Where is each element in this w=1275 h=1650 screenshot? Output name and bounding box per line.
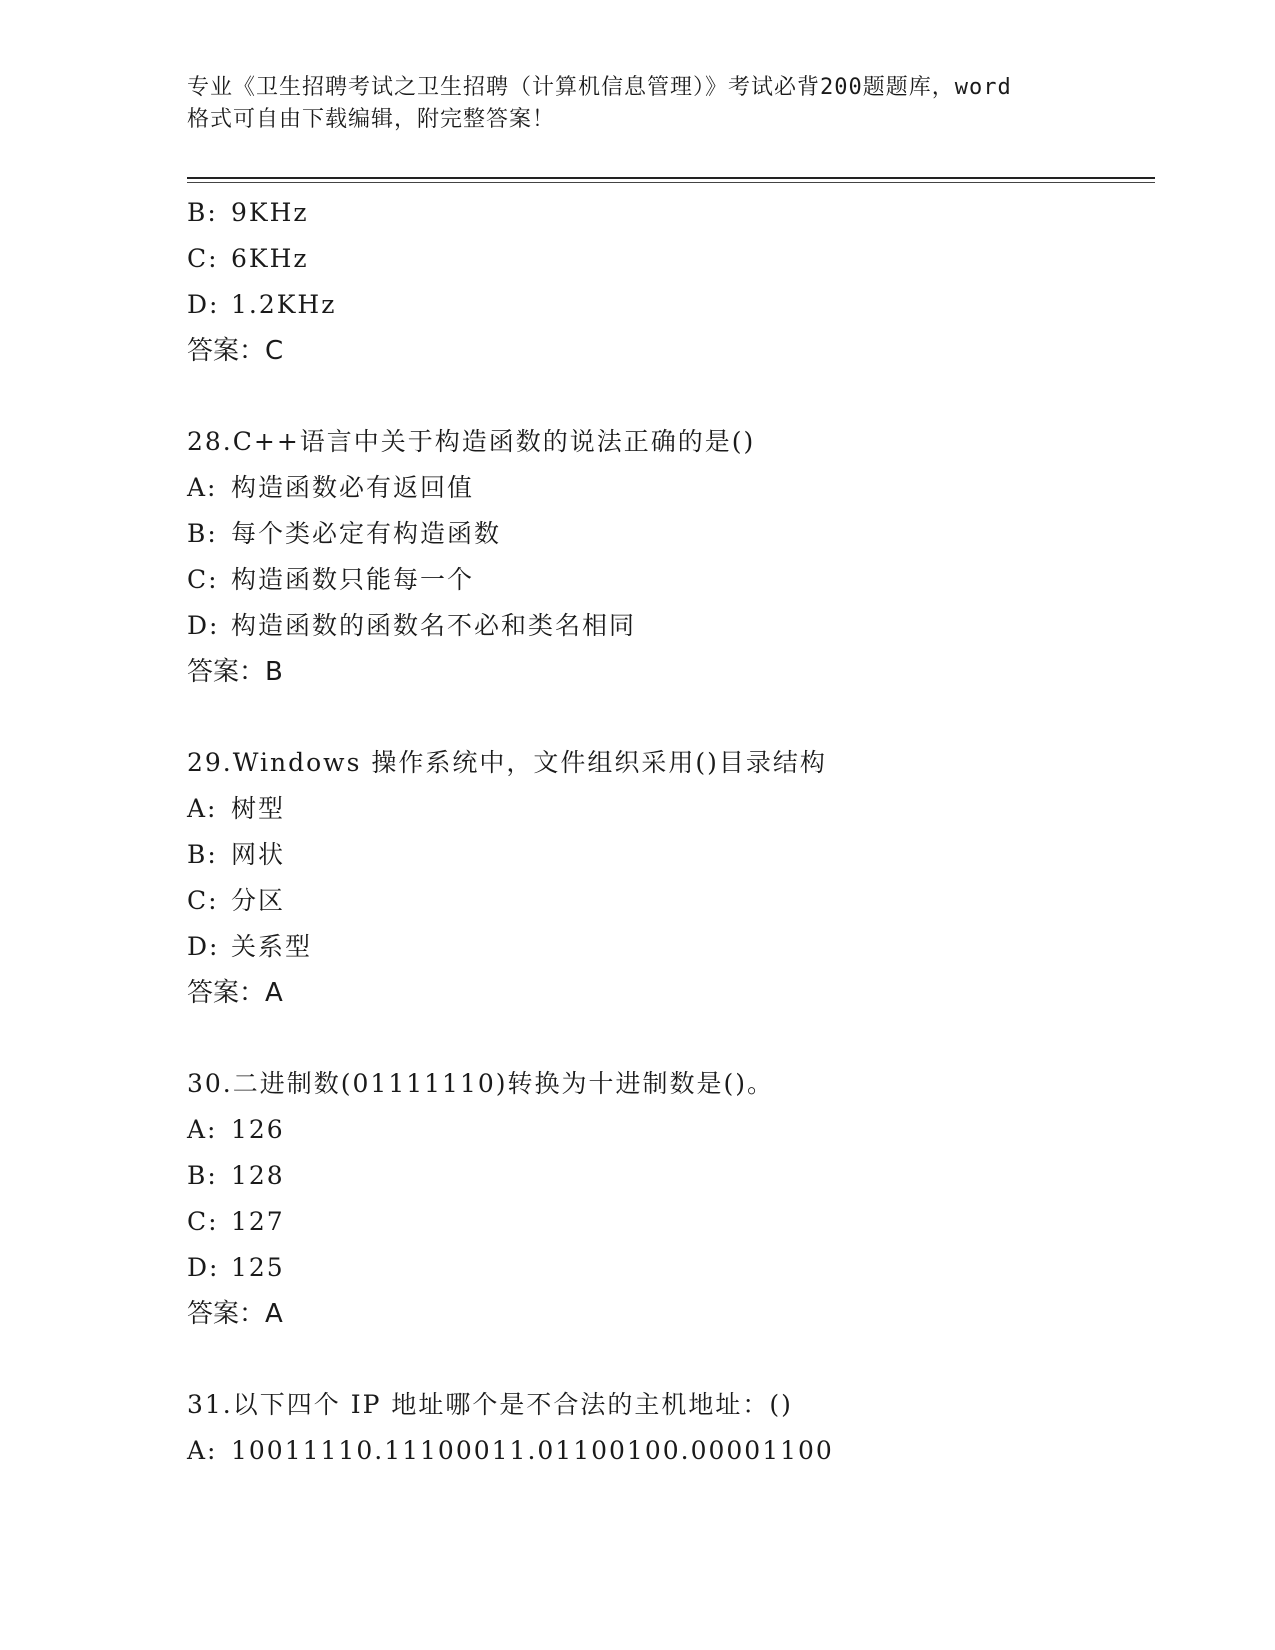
- option-text: 127: [231, 1207, 285, 1236]
- question-31: [187, 1382, 1147, 1474]
- question-title: 29.Windows 操作系统中，文件组织采用()目录结构: [187, 748, 827, 777]
- option-key: A:: [187, 794, 218, 823]
- option-text: 6KHz: [231, 244, 309, 273]
- option-b: [187, 190, 1147, 236]
- option-b: [187, 832, 1147, 878]
- option-key: A:: [187, 1115, 218, 1144]
- option-text: 125: [231, 1253, 285, 1282]
- option-text: 10011110.11100011.01100100.00001100: [231, 1436, 834, 1465]
- option-text: 分区: [231, 886, 286, 915]
- option-text: 1.2KHz: [231, 290, 337, 319]
- option-d: [187, 282, 1147, 328]
- option-b: [187, 511, 1147, 557]
- answer-line: 答案：C: [187, 336, 284, 366]
- option-text: 构造函数的函数名不必和类名相同: [231, 611, 637, 640]
- option-a: [187, 1107, 1147, 1153]
- option-key: B:: [187, 519, 218, 548]
- option-a: [187, 786, 1147, 832]
- option-key: C:: [187, 244, 219, 273]
- option-key: D:: [187, 611, 220, 640]
- option-text: 126: [231, 1115, 285, 1144]
- option-key: C:: [187, 565, 219, 594]
- option-c: [187, 878, 1147, 924]
- option-key: B:: [187, 198, 218, 227]
- option-a: [187, 465, 1147, 511]
- question-title: 31.以下四个 IP 地址哪个是不合法的主机地址：(): [187, 1390, 793, 1419]
- question-title: 30.二进制数(01111110)转换为十进制数是()。: [187, 1069, 775, 1098]
- option-b: [187, 1153, 1147, 1199]
- option-text: 网状: [231, 840, 286, 869]
- option-d: [187, 1245, 1147, 1291]
- option-text: 每个类必定有构造函数: [231, 519, 502, 548]
- header-divider-thin: [187, 182, 1155, 183]
- option-key: D:: [187, 290, 220, 319]
- answer-line: 答案：B: [187, 657, 283, 687]
- option-a: [187, 1428, 1147, 1474]
- option-key: A:: [187, 473, 218, 502]
- option-key: C:: [187, 1207, 219, 1236]
- option-key: B:: [187, 1161, 218, 1190]
- option-key: C:: [187, 886, 219, 915]
- option-key: D:: [187, 1253, 220, 1282]
- header-line-1: 专业《卫生招聘考试之卫生招聘（计算机信息管理）》考试必背200题题库，word: [187, 75, 1012, 100]
- question-title: 28.C++语言中关于构造函数的说法正确的是(): [187, 427, 756, 456]
- answer-line: 答案：A: [187, 978, 283, 1008]
- question-28: [187, 419, 1147, 695]
- option-c: [187, 236, 1147, 282]
- question-29: [187, 740, 1147, 1016]
- option-key: B:: [187, 840, 218, 869]
- header-line-2: 格式可自由下载编辑，附完整答案！: [187, 107, 556, 132]
- header-divider-thick: [187, 177, 1155, 179]
- option-key: A:: [187, 1436, 218, 1465]
- option-c: [187, 557, 1147, 603]
- answer-line: 答案：A: [187, 1299, 283, 1329]
- option-key: D:: [187, 932, 220, 961]
- option-text: 构造函数必有返回值: [231, 473, 475, 502]
- document-header: [187, 72, 1087, 136]
- option-text: 构造函数只能每一个: [231, 565, 475, 594]
- option-text: 128: [231, 1161, 285, 1190]
- question-list: [187, 190, 1147, 1474]
- option-c: [187, 1199, 1147, 1245]
- question-fragment: [187, 190, 1147, 374]
- option-text: 树型: [231, 794, 286, 823]
- question-30: [187, 1061, 1147, 1337]
- option-text: 关系型: [231, 932, 313, 961]
- option-d: [187, 924, 1147, 970]
- option-text: 9KHz: [231, 198, 309, 227]
- option-d: [187, 603, 1147, 649]
